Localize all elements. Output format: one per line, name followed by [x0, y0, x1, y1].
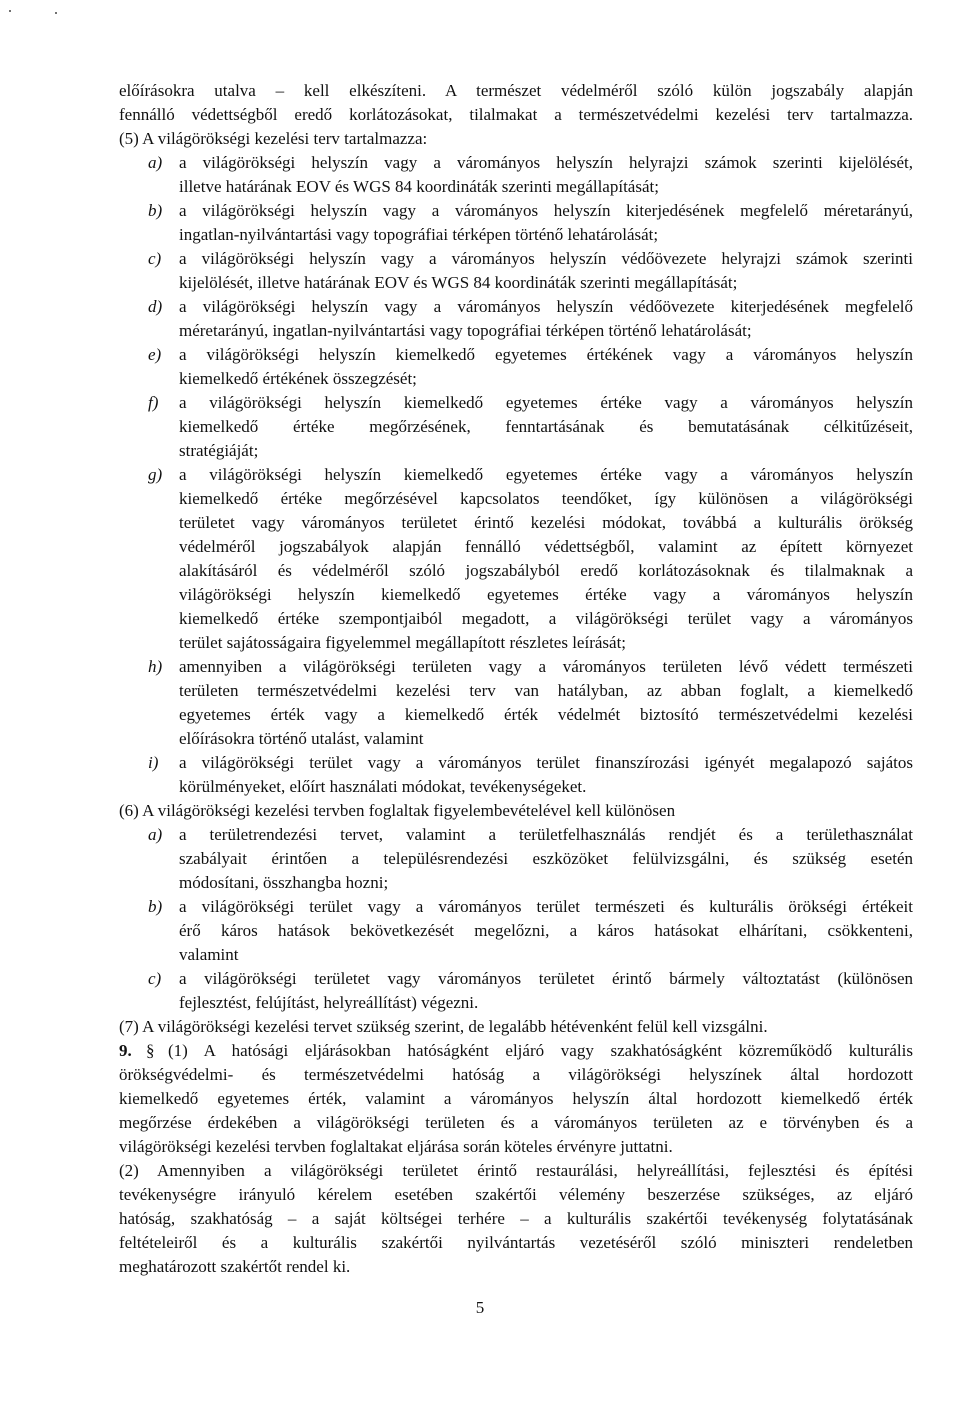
- paragraph-7: (7) A világörökségi kezelési tervet szükség szerint, de legalább hétévenként felül kell vizsgálni.: [119, 1017, 768, 1036]
- section-9-para-1-line: kiemelkedő egyetemes érték, valamint a várományos helyszín által hordozott kiemelkedő érték: [119, 1089, 913, 1108]
- list-item-line: területen természetvédelmi kezelési terv van hatályban, az abban foglalt, a kiemelkedő: [179, 681, 913, 700]
- list-marker: a): [148, 153, 163, 172]
- intro-line: előírásokra utalva – kell elkészíteni. A természet védelméről szóló külön jogszabály alapján: [119, 81, 913, 100]
- list-item-line: illetve határának EOV és WGS 84 koordináták szerinti megállapítását;: [179, 177, 659, 196]
- section-9-para-2-line: meghatározott szakértőt rendel ki.: [119, 1257, 351, 1276]
- list-item-line: fejlesztést, felújítást, helyreállítást) végezni.: [179, 993, 479, 1012]
- list-marker: h): [148, 657, 163, 676]
- paragraph-5-heading: (5) A világörökségi kezelési terv tartalmazza:: [119, 129, 428, 148]
- list-marker: f): [148, 393, 159, 412]
- list-item-line: területet vagy várományos területet érintő kezelési módokat, továbbá a kulturális örökség: [179, 513, 913, 532]
- list-item-line: amennyiben a világörökségi területen vagy a várományos területen lévő védett természeti: [179, 657, 913, 676]
- section-9-para-2-line: (2) Amennyiben a világörökségi területet érintő restaurálási, helyreállítási, fejlesztési és építési: [119, 1161, 913, 1180]
- list-item-line: a világörökségi helyszín vagy a várományos helyszín kiterjedésének megfelelő méretarányú,: [179, 201, 913, 220]
- list-marker: i): [148, 753, 159, 772]
- page-number: 5: [475, 1298, 485, 1317]
- intro-line: fennálló védettségből eredő korlátozásokat, tilalmakat a természetvédelmi kezelési terv tartalmazza.: [119, 105, 913, 124]
- list-item-line: a világörökségi terület vagy a várományos terület természeti és kulturális örökségi értékeit: [179, 897, 913, 916]
- section-9-para-2-line: feltételeiről és a kulturális szakértői nyilvántartás vezetéséről szóló miniszteri rendeletben: [119, 1233, 913, 1252]
- list-item-line: a világörökségi helyszín vagy a várományos helyszín helyrajzi számok szerinti kijelölését,: [179, 153, 913, 172]
- list-item-line: körülményeket, előírt használati módokat, tevékenységeket.: [179, 777, 587, 796]
- list-item-line: egyetemes érték vagy a kiemelkedő érték védelmét biztosító természetvédelmi kezelési: [179, 705, 913, 724]
- list-marker: a): [148, 825, 163, 844]
- list-marker: c): [148, 249, 162, 268]
- list-item-line: a világörökségi helyszín kiemelkedő egyetemes értéke vagy a várományos helyszín: [179, 393, 913, 412]
- list-marker: g): [148, 465, 163, 484]
- list-marker: e): [148, 345, 162, 364]
- list-item-line: a világörökségi helyszín vagy a várományos helyszín védőövezete helyrajzi számok szerinti: [179, 249, 913, 268]
- list-item-line: a világörökségi helyszín kiemelkedő egyetemes értékének vagy a várományos helyszín: [179, 345, 913, 364]
- section-9-para-1-line: megőrzése érdekében a világörökségi területen és a várományos területen az e törvényben és a: [119, 1113, 913, 1132]
- list-marker: c): [148, 969, 162, 988]
- section-number: 9.: [119, 1041, 132, 1060]
- list-item-line: kiemelkedő értéke szempontjaiból megadott, a világörökségi terület vagy a várományos: [179, 609, 913, 628]
- section-9-para-2-line: hatóság, szakhatóság – a saját költségei terhére – a kulturális szakértői tevékenység folytatásának: [119, 1209, 913, 1228]
- list-item-line: a világörökségi helyszín vagy a várományos helyszín védőövezete kiterjedésének megfelelő: [179, 297, 913, 316]
- list-item-line: módosítani, összhangba hozni;: [179, 873, 389, 892]
- list-item-line: a világörökségi terület vagy a várományos terület finanszírozási igényét megalapozó sajátos: [179, 753, 913, 772]
- list-item-line: kiemelkedő értéke megőrzésével kapcsolatos teendőket, így különösen a világörökségi: [179, 489, 913, 508]
- list-item-line: valamint: [179, 945, 239, 964]
- scan-speck: [9, 10, 11, 12]
- list-item-line: előírásokra történő utalást, valamint: [179, 729, 424, 748]
- list-item-line: méretarányú, ingatlan-nyilvántartási vagy topográfiai térképen történő lehatárolását;: [179, 321, 752, 340]
- section-9-para-1-line: örökségvédelmi- és természetvédelmi hatóság a világörökségi helyszínek által hordozott: [119, 1065, 913, 1084]
- list-item-line: stratégiáját;: [179, 441, 259, 460]
- paragraph-6-heading: (6) A világörökségi kezelési tervben foglaltak figyelembevételével kell különösen: [119, 801, 676, 820]
- list-item-line: ingatlan-nyilvántartási vagy topográfiai térképen történő lehatárolását;: [179, 225, 659, 244]
- list-item-line: a világörökségi helyszín kiemelkedő egyetemes értéke vagy a várományos helyszín: [179, 465, 913, 484]
- section-9-para-2-line: tevékenységre irányuló kérelem esetében szakértői vélemény beszerzése szükséges, az eljáró: [119, 1185, 913, 1204]
- section-9-para-1-first-line: (1) A hatósági eljárásokban hatóságként eljáró vagy szakhatóságként közreműködő kulturális: [168, 1041, 913, 1060]
- list-item-line: védelméről jogszabályok alapján fennálló védettségből, valamint az épített környezet: [179, 537, 913, 556]
- list-item-line: szabályait érintően a településrendezési eszközöket felülvizsgálni, és szükség esetén: [179, 849, 913, 868]
- list-item-line: érő káros hatások bekövetkezését megelőzni, a káros hatásokat elhárítani, csökkenteni,: [179, 921, 913, 940]
- section-9-para-1-line: világörökségi kezelési tervben foglaltakat eljárása során köteles érvényre juttatni.: [119, 1137, 673, 1156]
- list-marker: b): [148, 897, 163, 916]
- scan-speck: [55, 12, 57, 14]
- list-item-line: világörökségi helyszín kiemelkedő egyetemes értéke vagy a várományos helyszín: [179, 585, 913, 604]
- list-item-line: kijelölését, illetve határának EOV és WGS 84 koordináták szerinti megállapítását;: [179, 273, 738, 292]
- list-marker: d): [148, 297, 163, 316]
- list-item-line: a területrendezési tervet, valamint a területfelhasználás rendjét és a területhasználat: [179, 825, 913, 844]
- list-item-line: kiemelkedő értéke megőrzésének, fenntartásának és bemutatásának célkitűzéseit,: [179, 417, 913, 436]
- section-symbol: §: [146, 1041, 155, 1060]
- list-item-line: terület sajátosságaira figyelemmel megállapított részletes leírását;: [179, 633, 627, 652]
- list-item-line: kiemelkedő értékének összegzését;: [179, 369, 417, 388]
- list-item-line: alakításáról és védelméről szóló jogszabályból eredő korlátozásoknak és tilalmaknak a: [179, 561, 913, 580]
- list-marker: b): [148, 201, 163, 220]
- list-item-line: a világörökségi területet vagy várományos területet érintő bármely változtatást (különösen: [179, 969, 913, 988]
